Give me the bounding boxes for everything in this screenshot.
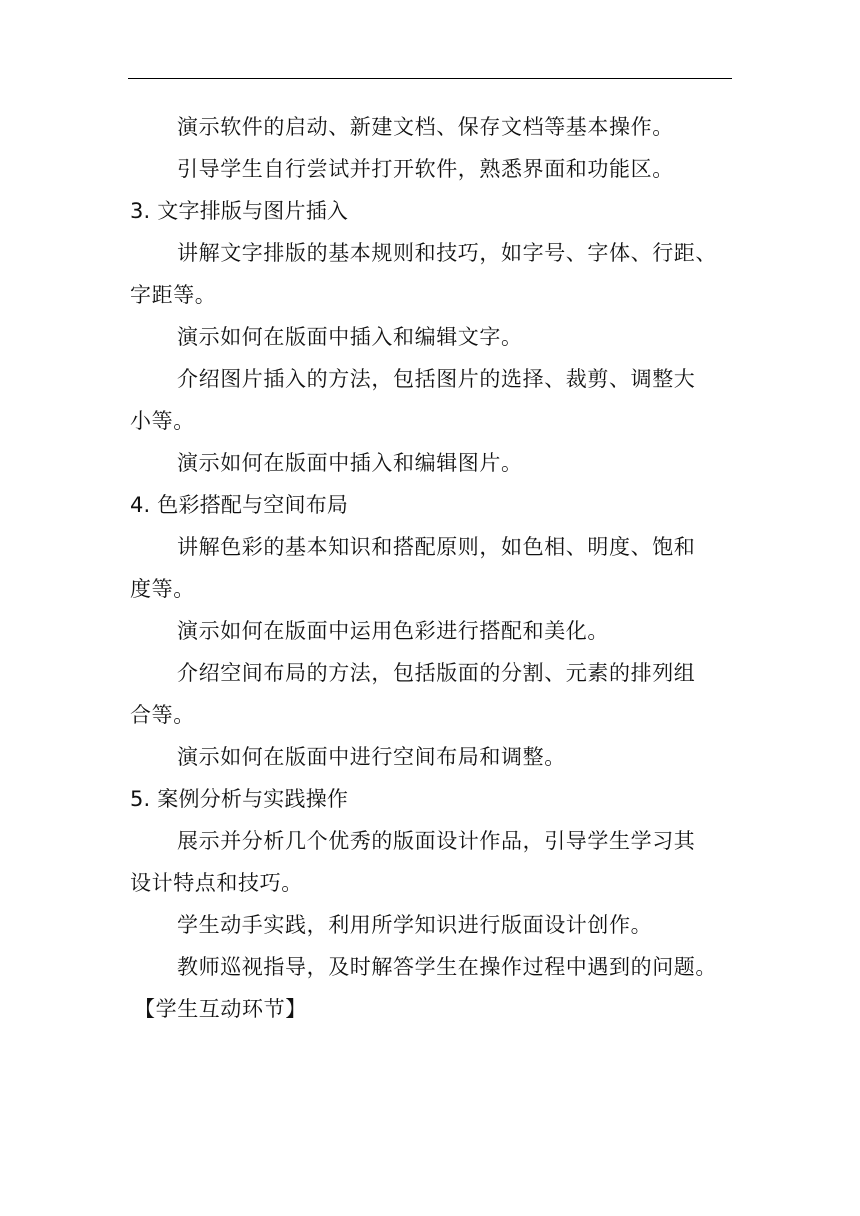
- paragraph-line: 演示软件的启动、新建文档、保存文档等基本操作。: [177, 115, 674, 139]
- section-heading: 4. 色彩搭配与空间布局: [130, 493, 349, 517]
- section-heading: 5. 案例分析与实践操作: [130, 787, 349, 811]
- paragraph-line: 演示如何在版面中进行空间布局和调整。: [177, 745, 566, 769]
- section-label: 【学生互动环节】: [134, 997, 307, 1021]
- paragraph-continuation: 度等。: [130, 577, 195, 601]
- header-rule: [128, 78, 732, 79]
- paragraph-line: 介绍空间布局的方法，包括版面的分割、元素的排列组: [177, 661, 696, 685]
- paragraph-line: 演示如何在版面中插入和编辑图片。: [177, 451, 523, 475]
- paragraph-line: 学生动手实践，利用所学知识进行版面设计创作。: [177, 913, 653, 937]
- paragraph-continuation: 字距等。: [130, 283, 217, 307]
- paragraph-continuation: 设计特点和技巧。: [130, 871, 303, 895]
- paragraph-continuation: 小等。: [130, 409, 195, 433]
- paragraph-line: 讲解文字排版的基本规则和技巧，如字号、字体、行距、: [177, 241, 717, 265]
- section-heading: 3. 文字排版与图片插入: [130, 199, 349, 223]
- paragraph-line: 演示如何在版面中插入和编辑文字。: [177, 325, 523, 349]
- paragraph-line: 介绍图片插入的方法，包括图片的选择、裁剪、调整大: [177, 367, 696, 391]
- paragraph-line: 引导学生自行尝试并打开软件，熟悉界面和功能区。: [177, 157, 674, 181]
- paragraph-line: 展示并分析几个优秀的版面设计作品，引导学生学习其: [177, 829, 696, 853]
- paragraph-line: 讲解色彩的基本知识和搭配原则，如色相、明度、饱和: [177, 535, 696, 559]
- paragraph-continuation: 合等。: [130, 703, 195, 727]
- paragraph-line: 演示如何在版面中运用色彩进行搭配和美化。: [177, 619, 609, 643]
- paragraph-line: 教师巡视指导，及时解答学生在操作过程中遇到的问题。: [177, 955, 717, 979]
- document-body: [130, 106, 740, 1030]
